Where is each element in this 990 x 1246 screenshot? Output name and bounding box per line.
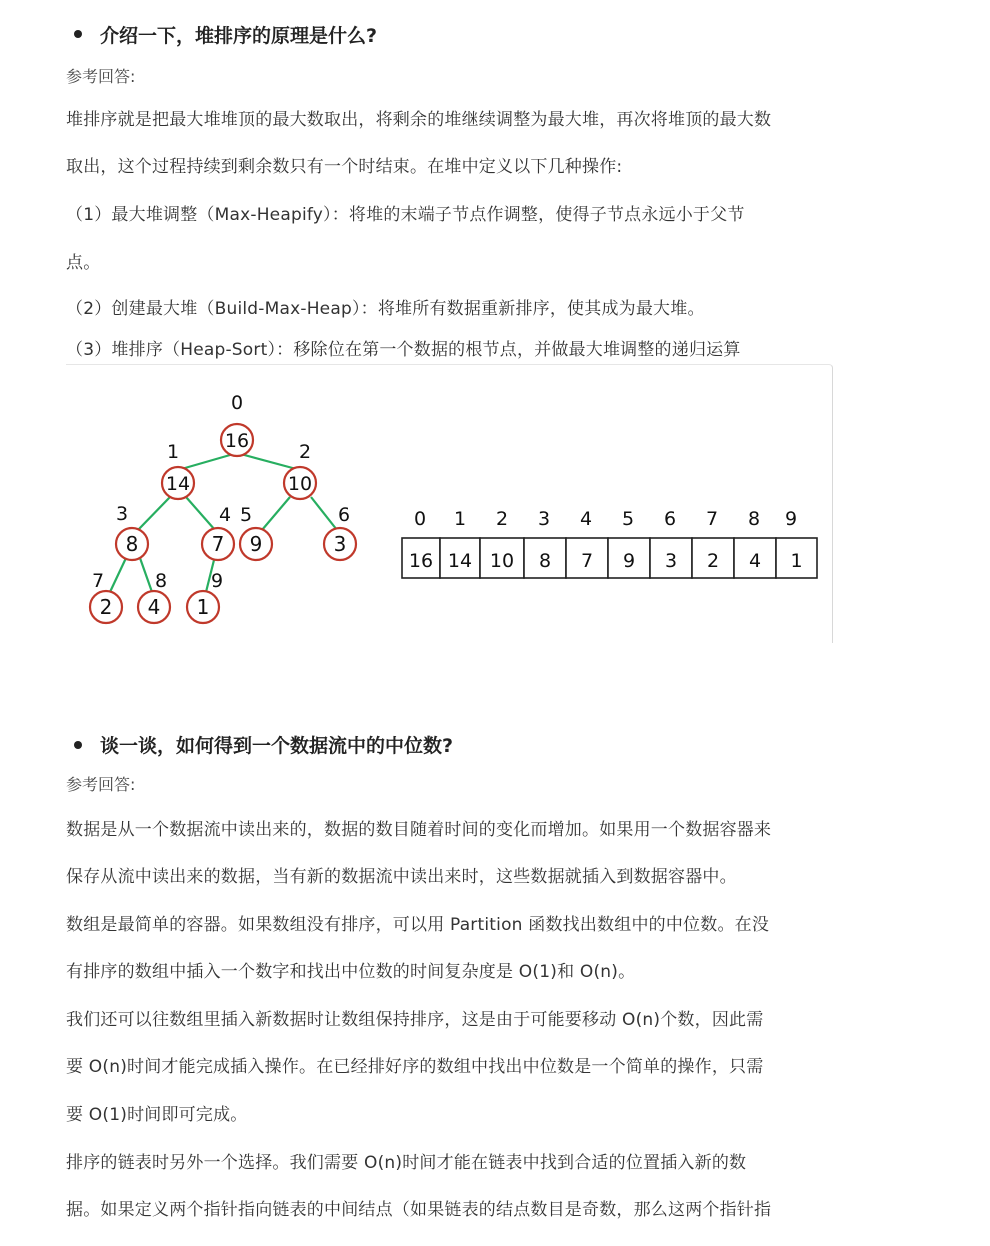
array-index-label: 9 — [784, 508, 798, 530]
paragraph-line: 据。如果定义两个指针指向链表的中间结点（如果链表的结点数目是奇数，那么这两个指针指 — [66, 1200, 772, 1220]
paragraph-line: 排序的链表时另外一个选择。我们需要 O(n)时间才能在链表中找到合适的位置插入新的数 — [66, 1153, 747, 1173]
array-cell-value: 7 — [580, 550, 594, 572]
tree-edge — [110, 558, 126, 592]
tree-edge — [140, 558, 152, 592]
question-title-median: 谈一谈，如何得到一个数据流中的中位数? — [100, 735, 454, 757]
answer-label: 参考回答: — [66, 67, 136, 86]
tree-node-value: 1 — [196, 595, 210, 619]
array-cell-value: 1 — [790, 550, 803, 572]
tree-edge — [178, 453, 237, 470]
tree-node-index: 1 — [166, 441, 180, 463]
tree-node-index: 0 — [230, 392, 244, 414]
array-index-label: 7 — [705, 508, 719, 530]
tree-node-index: 2 — [298, 441, 312, 463]
bullet-icon — [74, 741, 82, 749]
tree-node-value: 10 — [287, 473, 313, 495]
array-index-label: 8 — [747, 508, 761, 530]
question-title-heap-sort: 介绍一下，堆排序的原理是什么? — [100, 25, 378, 47]
paragraph-line: 点。 — [66, 253, 101, 273]
array-cell-value: 3 — [664, 550, 678, 572]
paragraph-line: 有排序的数组中插入一个数字和找出中位数的时间复杂度是 O(1)和 O(n)。 — [66, 962, 636, 982]
answer-label: 参考回答: — [66, 775, 136, 794]
array-index-label: 1 — [453, 508, 467, 530]
array-index-label: 2 — [495, 508, 509, 530]
paragraph-line: 保存从流中读出来的数据，当有新的数据流中读出来时，这些数据就插入到数据容器中。 — [66, 867, 737, 887]
paragraph-line: 要 O(1)时间即可完成。 — [66, 1105, 248, 1125]
array-cell-value: 4 — [748, 550, 762, 572]
paragraph-line: （1）最大堆调整（Max-Heapify）：将堆的末端子节点作调整，使得子节点永远小于父节 — [66, 205, 745, 225]
array-cell-value: 14 — [447, 550, 473, 572]
tree-node-value: 16 — [224, 430, 250, 452]
paragraph-line: 数据是从一个数据流中读出来的，数据的数目随着时间的变化而增加。如果用一个数据容器来 — [66, 820, 772, 840]
array-cell-value: 16 — [408, 550, 434, 572]
tree-edge — [138, 497, 170, 530]
tree-node-index: 9 — [210, 570, 224, 592]
tree-node-index: 4 — [218, 504, 232, 526]
tree-node-value: 8 — [125, 532, 139, 556]
array-index-label: 0 — [413, 508, 427, 530]
tree-node-index: 5 — [239, 504, 253, 526]
tree-edge — [237, 453, 300, 470]
tree-node-value: 14 — [165, 473, 191, 495]
array-index-label: 6 — [663, 508, 677, 530]
paragraph-line: 堆排序就是把最大堆堆顶的最大数取出，将剩余的堆继续调整为最大堆，再次将堆顶的最大数 — [66, 110, 772, 130]
array-cell-value: 2 — [706, 550, 720, 572]
tree-node-index: 3 — [115, 503, 129, 525]
array-cell-value: 10 — [489, 550, 515, 572]
tree-node-value: 2 — [99, 595, 113, 619]
tree-node-value: 7 — [211, 532, 225, 556]
paragraph-line: 取出，这个过程持续到剩余数只有一个时结束。在堆中定义以下几种操作: — [66, 157, 623, 177]
tree-node-value: 9 — [249, 532, 263, 556]
paragraph-line: 我们还可以往数组里插入新数据时让数组保持排序，这是由于可能要移动 O(n)个数，因此需 — [66, 1010, 764, 1030]
array-cell-value: 9 — [622, 550, 636, 572]
tree-node-value: 3 — [333, 532, 347, 556]
paragraph-line: （3）堆排序（Heap-Sort）：移除位在第一个数据的根节点，并做最大堆调整的递归运算 — [66, 340, 741, 360]
array-index-label: 3 — [537, 508, 551, 530]
tree-edge — [186, 497, 215, 530]
array-index-label: 4 — [579, 508, 593, 530]
array-index-label: 5 — [621, 508, 635, 530]
tree-node-index: 7 — [91, 570, 105, 592]
paragraph-line: （2）创建最大堆（Build-Max-Heap）：将堆所有数据重新排序，使其成为最大堆。 — [66, 299, 705, 319]
tree-edge — [311, 497, 337, 530]
tree-node-value: 4 — [147, 595, 161, 619]
tree-edge — [262, 497, 290, 530]
tree-node-index: 6 — [337, 504, 351, 526]
paragraph-line: 要 O(n)时间才能完成插入操作。在已经排好序的数组中找出中位数是一个简单的操作，只需 — [66, 1057, 764, 1077]
tree-node-index: 8 — [154, 570, 168, 592]
array-cell-value: 8 — [538, 550, 552, 572]
paragraph-line: 数组是最简单的容器。如果数组没有排序，可以用 Partition 函数找出数组中的中位数。在没 — [66, 915, 770, 935]
